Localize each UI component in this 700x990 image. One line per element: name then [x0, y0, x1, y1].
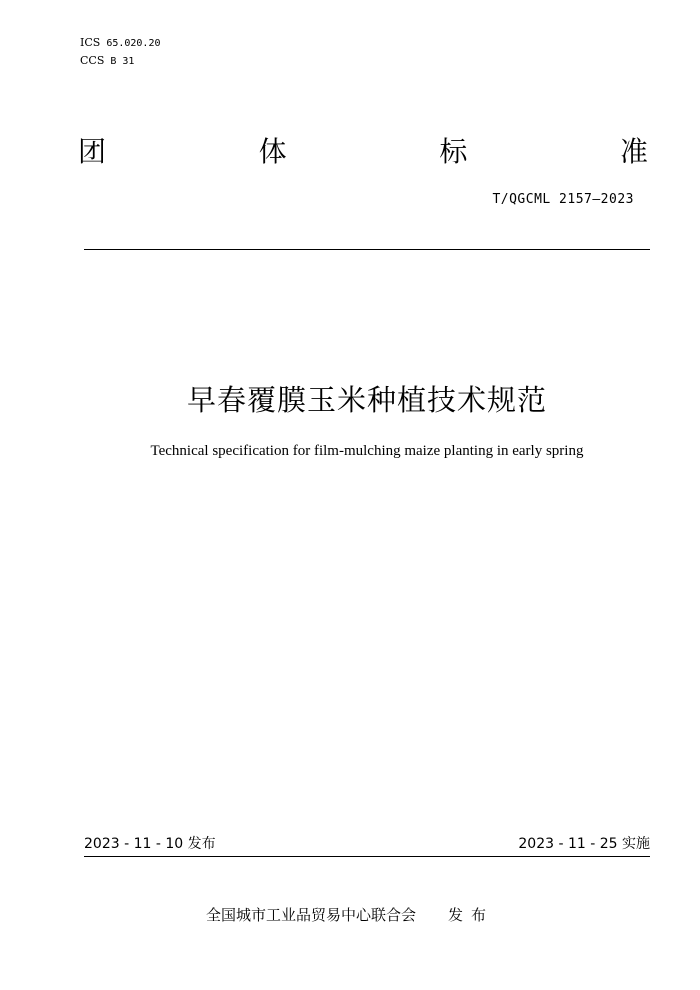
standard-type-heading	[78, 134, 648, 170]
ics-code	[80, 36, 161, 51]
issue-date: 2023 - 11 - 10 发布	[84, 836, 216, 852]
standard-type-char: 体	[258, 135, 287, 168]
publisher-name: 全国城市工业品贸易中心联合会	[206, 906, 417, 924]
standard-type-char: 标	[439, 135, 468, 168]
publisher-line	[206, 905, 494, 925]
publish-action: 发布	[448, 906, 495, 924]
top-divider	[84, 249, 650, 250]
ccs-code	[80, 54, 134, 69]
ccs-label: CCS	[80, 54, 105, 67]
title-english: Technical specification for film-mulching maize planting in early spring	[150, 443, 584, 459]
standard-type-char: 团	[78, 135, 107, 168]
ics-value: 65.020.20	[106, 38, 161, 49]
standard-type-char: 准	[619, 135, 648, 168]
bottom-divider	[84, 856, 650, 857]
implementation-date: 2023 - 11 - 25 实施	[518, 836, 650, 852]
ccs-value: B 31	[110, 56, 135, 67]
title-chinese: 早春覆膜玉米种植技术规范	[186, 383, 547, 417]
ics-label: ICS	[80, 36, 101, 49]
standard-number: T/QGCML 2157—2023	[492, 192, 634, 207]
